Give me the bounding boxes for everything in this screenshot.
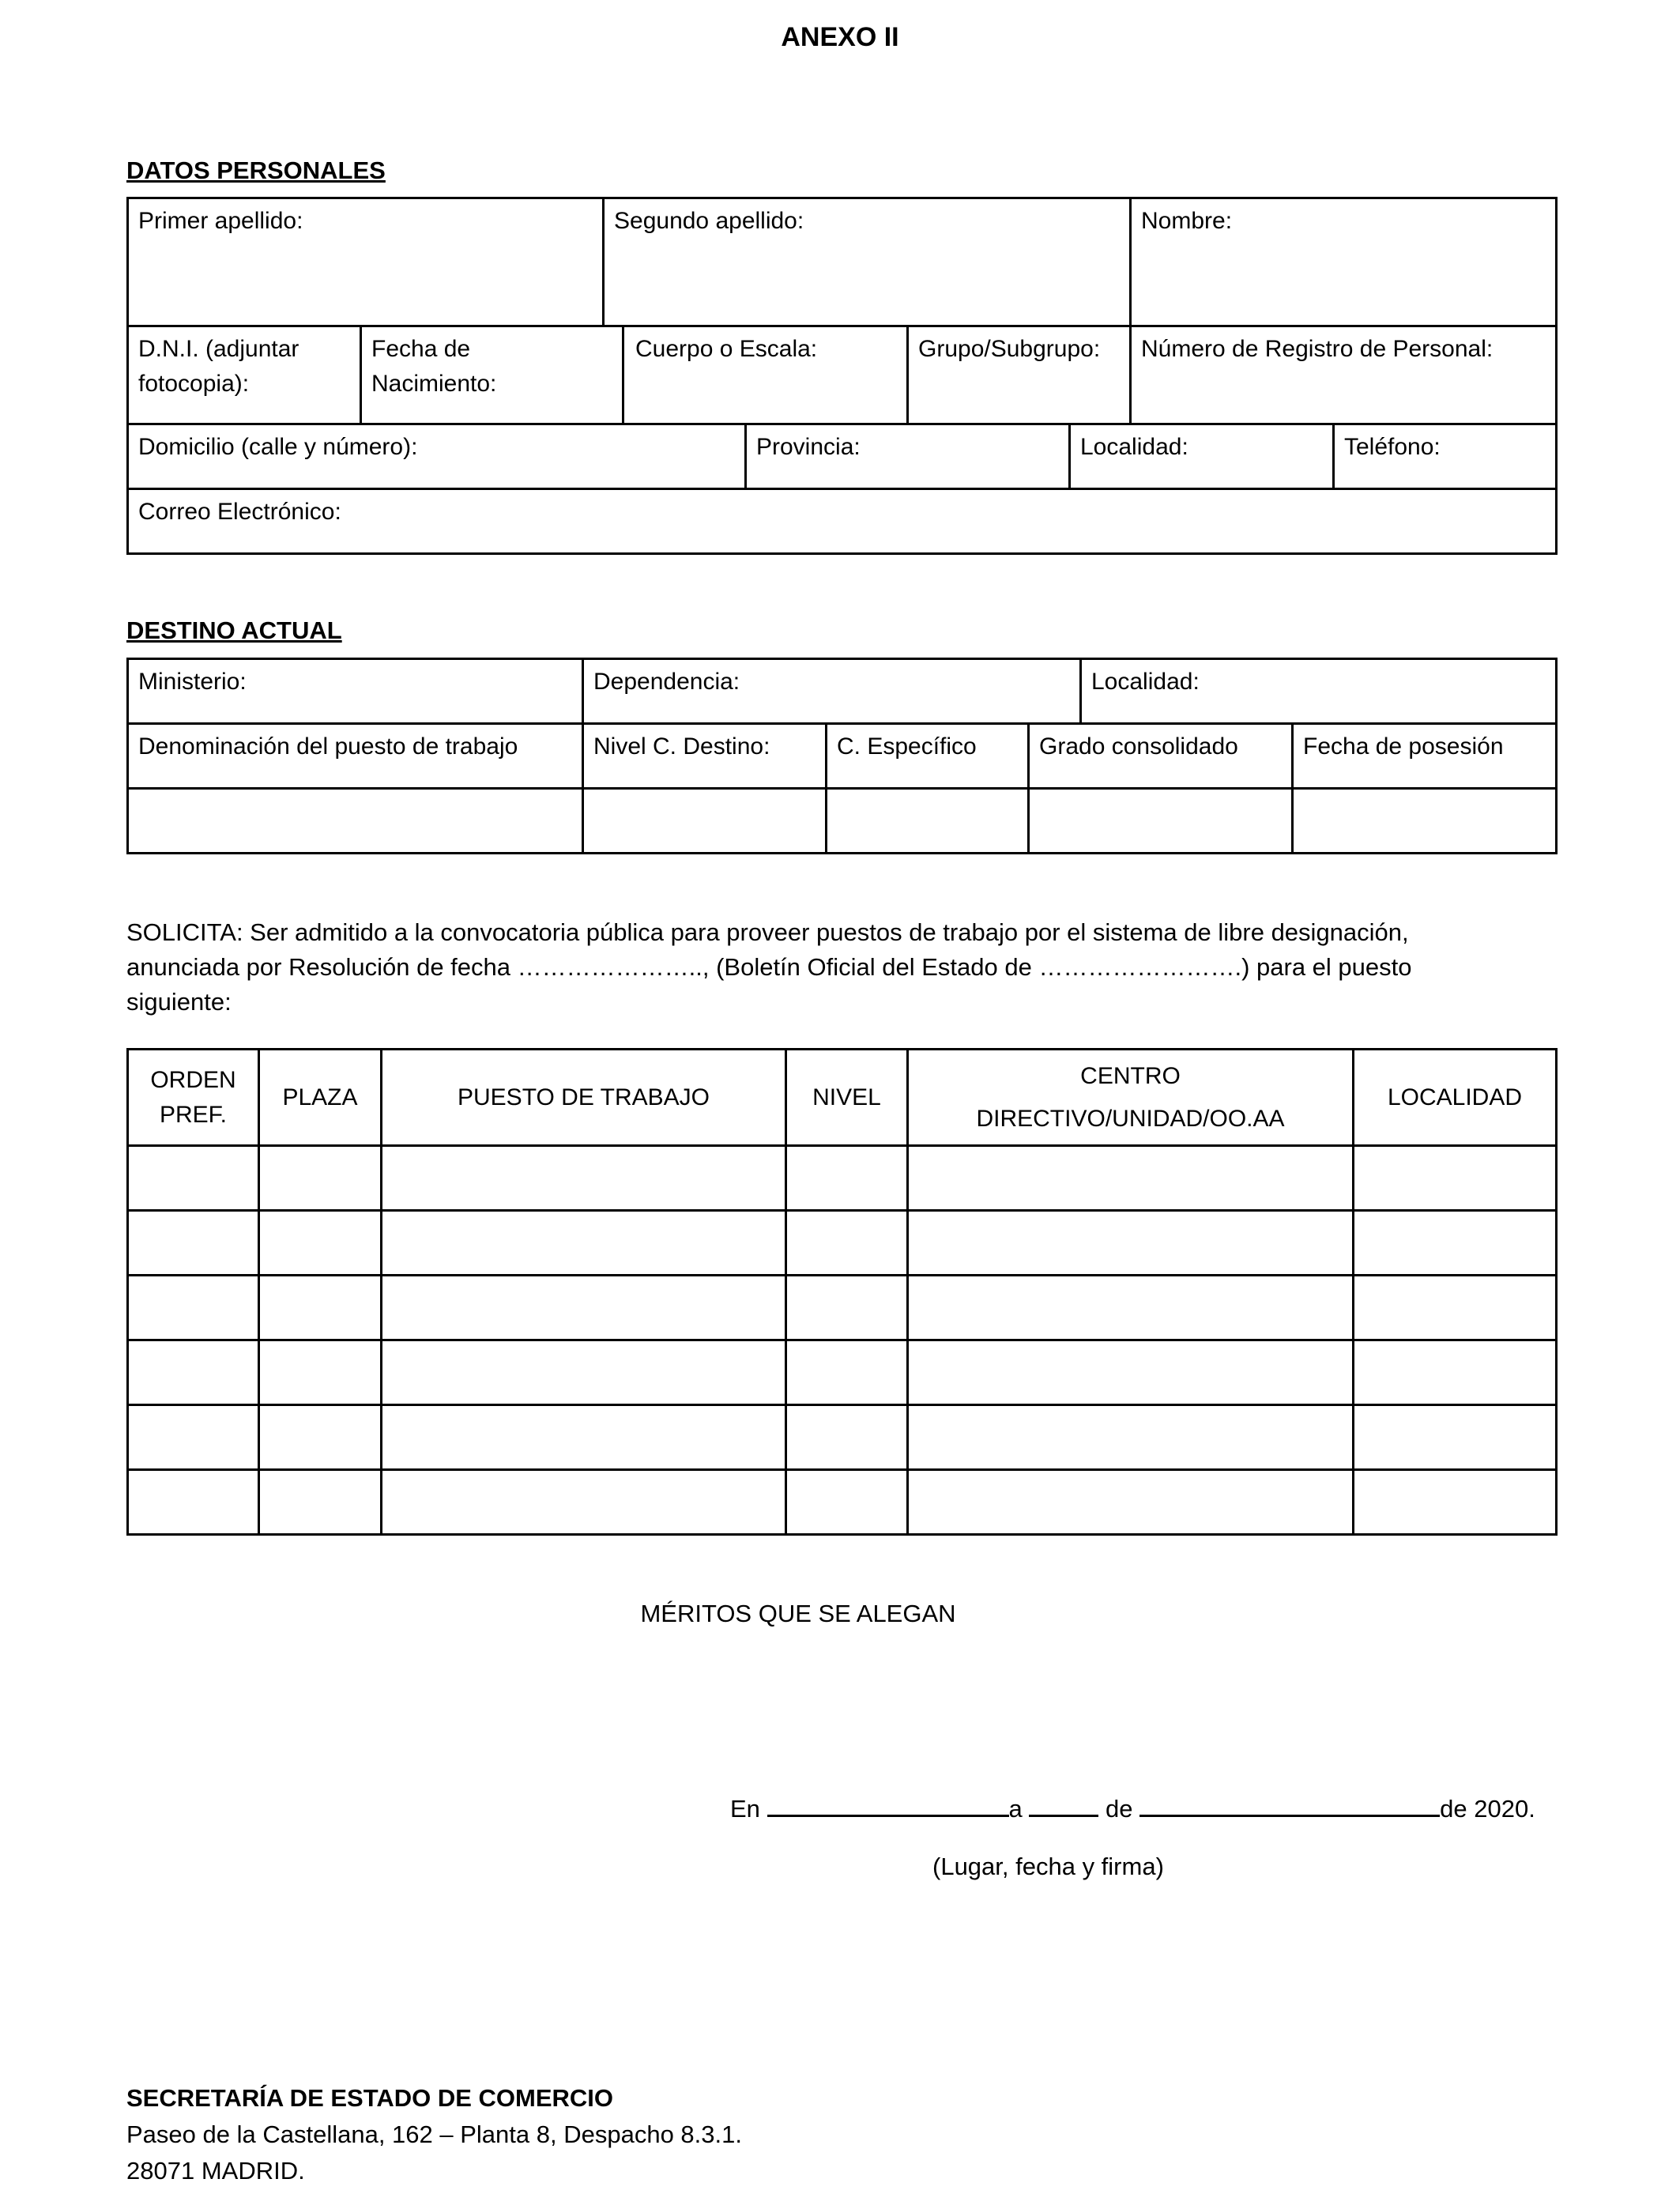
puesto-row-1-localidad-cell[interactable] <box>1354 1147 1555 1209</box>
provincia-field[interactable]: Provincia: <box>756 434 861 460</box>
footer-address: Paseo de la Castellana, 162 – Planta 8, Despacho 8.3.1. <box>126 2120 742 2148</box>
puesto-row-6-centro-cell[interactable] <box>909 1471 1352 1533</box>
puesto-row-4-plaza-cell[interactable] <box>260 1341 380 1404</box>
firma-a-label: a <box>1008 1795 1023 1823</box>
puesto-row-3-plaza-cell[interactable] <box>260 1276 380 1339</box>
puesto-row-4-centro-cell[interactable] <box>909 1341 1352 1404</box>
puesto-row-2-orden-cell[interactable] <box>129 1212 258 1274</box>
firma-line <box>730 1788 1535 1826</box>
fecha-posesion-label: Fecha de posesión <box>1303 733 1504 760</box>
puesto-row-1-nivel-cell[interactable] <box>787 1147 906 1209</box>
footer <box>126 2080 742 2189</box>
footer-org: SECRETARÍA DE ESTADO DE COMERCIO <box>126 2084 614 2112</box>
puesto-row-3-centro-cell[interactable] <box>909 1276 1352 1339</box>
c-especifico-input[interactable] <box>827 790 1027 852</box>
firma-de-label: de <box>1106 1795 1133 1823</box>
telefono-field[interactable]: Teléfono: <box>1344 434 1441 460</box>
nivel-destino-input[interactable] <box>584 790 825 852</box>
firma-caption: (Lugar, fecha y firma) <box>932 1853 1164 1880</box>
puesto-row-1-puesto-cell[interactable] <box>382 1147 785 1209</box>
firma-en-label: En <box>730 1795 760 1823</box>
datos-personales-heading: DATOS PERSONALES <box>126 156 386 184</box>
dni-field[interactable]: D.N.I. (adjuntar fotocopia): <box>138 336 299 397</box>
primer-apellido-field[interactable]: Primer apellido: <box>138 208 303 234</box>
numero-registro-field[interactable]: Número de Registro de Personal: <box>1141 336 1494 362</box>
puesto-row-6-orden-cell[interactable] <box>129 1471 258 1533</box>
dia-input[interactable] <box>1029 1788 1098 1817</box>
destino-localidad-field[interactable]: Localidad: <box>1091 669 1200 695</box>
header-nivel: NIVEL <box>812 1084 881 1110</box>
puesto-row-5-centro-cell[interactable] <box>909 1406 1352 1468</box>
solicita-paragraph <box>126 915 1565 1020</box>
solicita-line-3: siguiente: <box>126 988 232 1016</box>
header-orden-pref: ORDEN PREF. <box>150 1066 236 1128</box>
cuerpo-escala-field[interactable]: Cuerpo o Escala: <box>635 336 818 362</box>
nombre-field[interactable]: Nombre: <box>1141 208 1233 234</box>
fecha-nacimiento-field[interactable]: Fecha de Nacimiento: <box>371 336 497 397</box>
correo-field[interactable]: Correo Electrónico: <box>138 499 341 525</box>
solicita-line-2: anunciada por Resolución de fecha ………………….., (Boletín Oficial del Estado de …………………….) para el puesto <box>126 953 1412 981</box>
dependencia-field[interactable]: Dependencia: <box>593 669 740 695</box>
puesto-row-6-puesto-cell[interactable] <box>382 1471 785 1533</box>
firma-anio-label: de 2020. <box>1440 1795 1535 1823</box>
puesto-row-2-plaza-cell[interactable] <box>260 1212 380 1274</box>
domicilio-field[interactable]: Domicilio (calle y número): <box>138 434 418 460</box>
fecha-posesion-input[interactable] <box>1294 790 1555 852</box>
grupo-subgrupo-field[interactable]: Grupo/Subgrupo: <box>918 336 1101 362</box>
header-puesto-trabajo: PUESTO DE TRABAJO <box>458 1084 710 1110</box>
puesto-row-4-puesto-cell[interactable] <box>382 1341 785 1404</box>
solicita-line-1: SOLICITA: Ser admitido a la convocatoria pública para proveer puestos de trabajo por el sistema de libre designación, <box>126 918 1409 946</box>
puesto-row-2-nivel-cell[interactable] <box>787 1212 906 1274</box>
puesto-row-3-puesto-cell[interactable] <box>382 1276 785 1339</box>
puesto-row-3-nivel-cell[interactable] <box>787 1276 906 1339</box>
puesto-row-5-localidad-cell[interactable] <box>1354 1406 1555 1468</box>
meritos-heading: MÉRITOS QUE SE ALEGAN <box>640 1600 956 1627</box>
puesto-row-2-localidad-cell[interactable] <box>1354 1212 1555 1274</box>
grado-input[interactable] <box>1030 790 1291 852</box>
puesto-row-3-orden-cell[interactable] <box>129 1276 258 1339</box>
puesto-row-1-orden-cell[interactable] <box>129 1147 258 1209</box>
puesto-row-5-puesto-cell[interactable] <box>382 1406 785 1468</box>
denominacion-input[interactable] <box>129 790 582 852</box>
ministerio-field[interactable]: Ministerio: <box>138 669 247 695</box>
puesto-row-1-plaza-cell[interactable] <box>260 1147 380 1209</box>
puesto-row-2-puesto-cell[interactable] <box>382 1212 785 1274</box>
c-especifico-label: C. Específico <box>837 733 977 760</box>
puesto-row-4-localidad-cell[interactable] <box>1354 1341 1555 1404</box>
puesto-row-1-centro-cell[interactable] <box>909 1147 1352 1209</box>
puesto-row-4-orden-cell[interactable] <box>129 1341 258 1404</box>
puesto-row-2-centro-cell[interactable] <box>909 1212 1352 1274</box>
puesto-row-5-nivel-cell[interactable] <box>787 1406 906 1468</box>
lugar-input[interactable] <box>767 1788 1009 1817</box>
footer-city: 28071 MADRID. <box>126 2157 305 2185</box>
puesto-row-6-nivel-cell[interactable] <box>787 1471 906 1533</box>
grado-label: Grado consolidado <box>1039 733 1238 760</box>
segundo-apellido-field[interactable]: Segundo apellido: <box>614 208 804 234</box>
puesto-row-5-plaza-cell[interactable] <box>260 1406 380 1468</box>
header-localidad: LOCALIDAD <box>1387 1084 1523 1110</box>
mes-input[interactable] <box>1139 1788 1440 1817</box>
localidad-field[interactable]: Localidad: <box>1080 434 1188 460</box>
puesto-row-6-localidad-cell[interactable] <box>1354 1471 1555 1533</box>
header-plaza: PLAZA <box>282 1084 358 1110</box>
nivel-destino-label: Nivel C. Destino: <box>593 733 770 760</box>
denominacion-label: Denominación del puesto de trabajo <box>138 733 518 760</box>
document-title: ANEXO II <box>781 22 899 52</box>
puesto-row-5-orden-cell[interactable] <box>129 1406 258 1468</box>
puesto-row-3-localidad-cell[interactable] <box>1354 1276 1555 1339</box>
puesto-row-4-nivel-cell[interactable] <box>787 1341 906 1404</box>
puesto-row-6-plaza-cell[interactable] <box>260 1471 380 1533</box>
destino-actual-heading: DESTINO ACTUAL <box>126 616 342 644</box>
header-centro-directivo: CENTRO DIRECTIVO/UNIDAD/OO.AA <box>976 1062 1285 1132</box>
